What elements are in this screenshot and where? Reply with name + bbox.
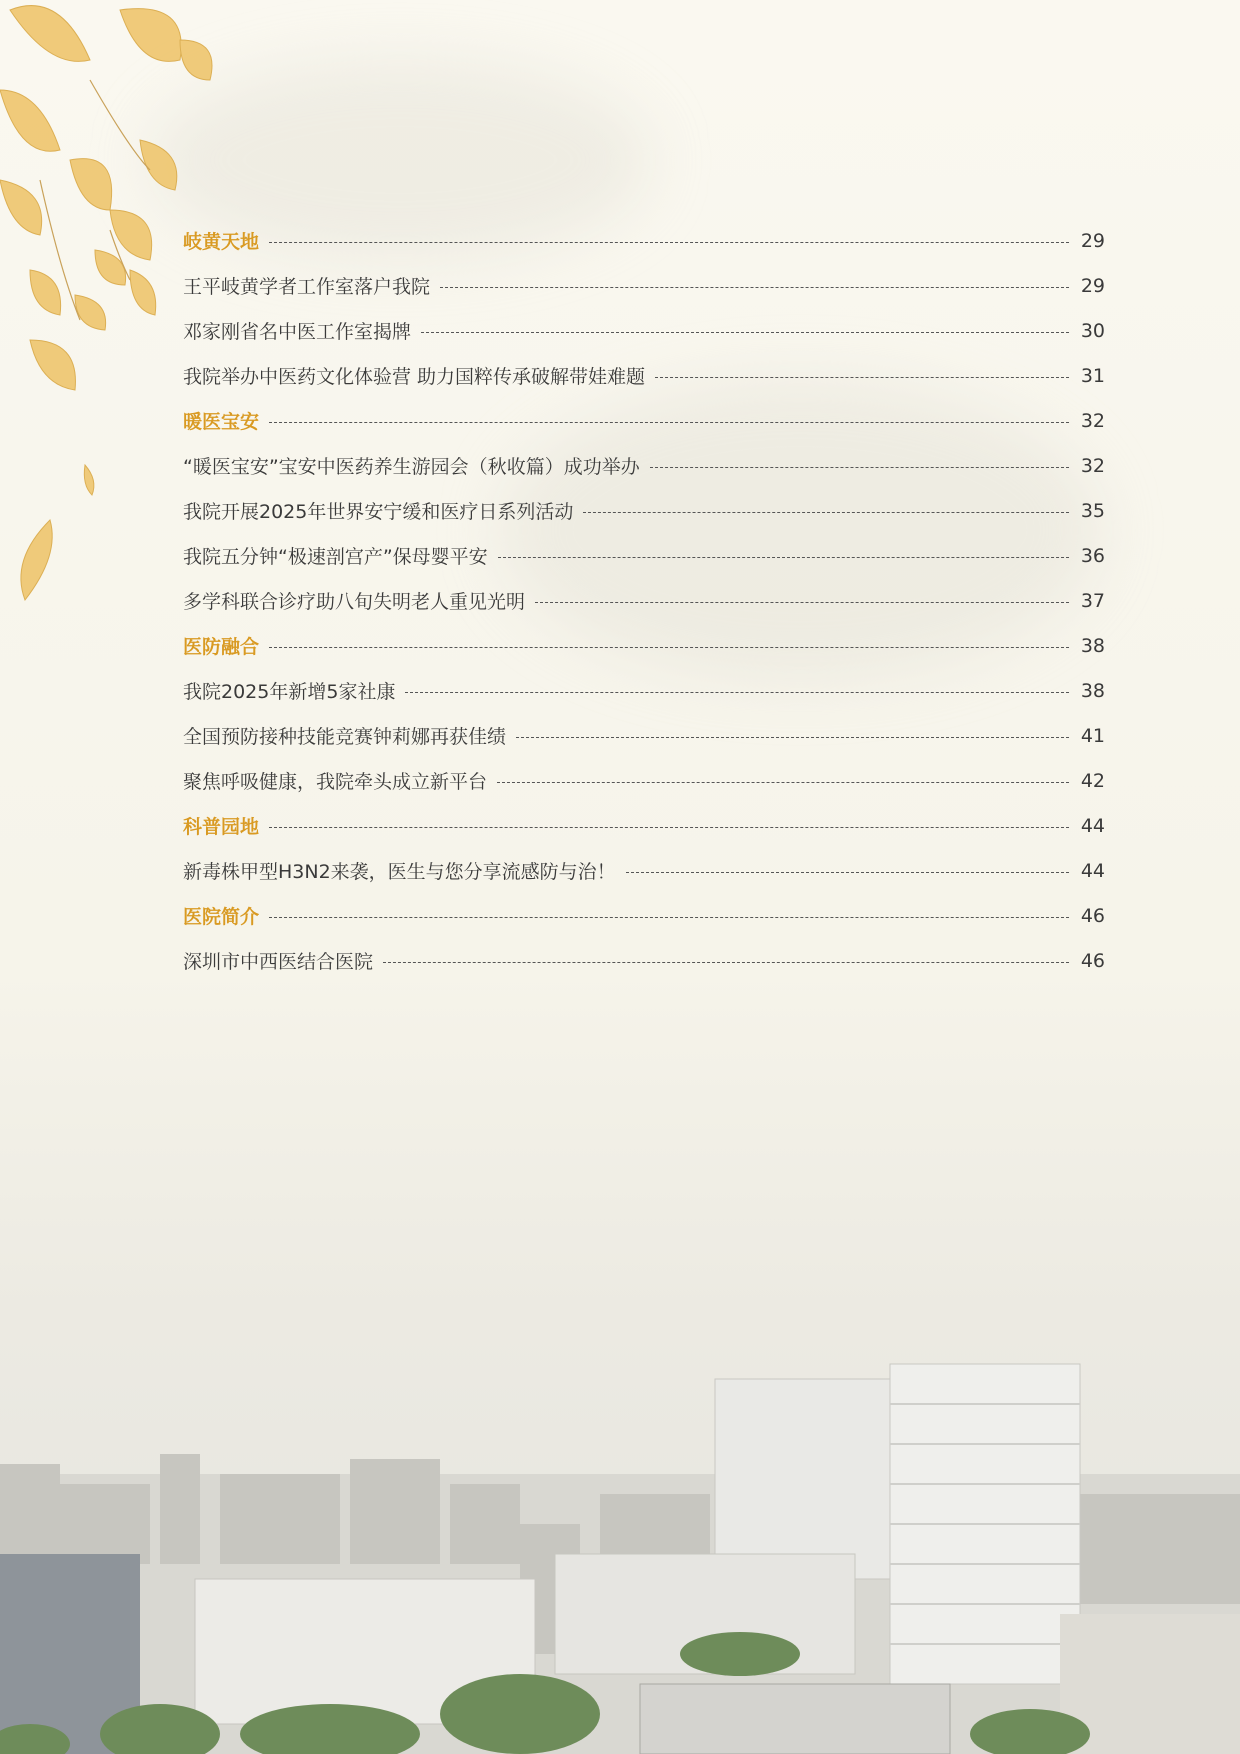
toc-entry[interactable] [183,758,1105,803]
toc-title: 王平岐黄学者工作室落户我院 [183,276,431,298]
toc-page-number: 31 [1080,364,1105,387]
dot-leader [583,512,1069,513]
toc-page-number: 44 [1080,814,1105,837]
toc-title: “暖医宝安”宝安中医药养生游园会（秋收篇）成功举办 [183,456,640,478]
toc-section-heading[interactable] [183,398,1105,443]
toc-page-number: 29 [1080,274,1105,297]
toc-page-number: 35 [1080,499,1105,522]
dot-leader [497,782,1069,783]
dot-leader [650,467,1069,468]
toc-entry[interactable] [183,938,1105,983]
table-of-contents [183,218,1105,983]
toc-page-number: 29 [1080,229,1105,252]
toc-title: 医防融合 [183,636,260,658]
toc-entry[interactable] [183,488,1105,533]
toc-entry[interactable] [183,848,1105,893]
toc-entry[interactable] [183,578,1105,623]
toc-title: 新毒株甲型H3N2来袭，医生与您分享流感防与治！ [183,861,616,883]
toc-title: 医院简介 [183,906,260,928]
dot-leader [269,917,1069,918]
toc-title: 我院2025年新增5家社康 [183,681,396,703]
toc-title: 多学科联合诊疗助八旬失明老人重见光明 [183,591,526,613]
toc-page-number: 38 [1080,634,1105,657]
toc-page-number: 37 [1080,589,1105,612]
toc-section-heading[interactable] [183,893,1105,938]
toc-entry[interactable] [183,533,1105,578]
toc-title: 岐黄天地 [183,231,260,253]
toc-title: 暖医宝安 [183,411,260,433]
toc-page-number: 46 [1080,904,1105,927]
hospital-cityscape-photo [0,1234,1240,1754]
toc-title: 我院开展2025年世界安宁缓和医疗日系列活动 [183,501,574,523]
toc-title: 聚焦呼吸健康，我院牵头成立新平台 [183,771,488,793]
dot-leader [383,962,1069,963]
dot-leader [269,242,1069,243]
toc-page-number: 32 [1080,454,1105,477]
toc-page-number: 46 [1080,949,1105,972]
toc-section-heading[interactable] [183,218,1105,263]
toc-entry[interactable] [183,353,1105,398]
toc-page-number: 42 [1080,769,1105,792]
toc-page-number: 36 [1080,544,1105,567]
dot-leader [440,287,1069,288]
dot-leader [269,422,1069,423]
dot-leader [498,557,1069,558]
toc-entry[interactable] [183,713,1105,758]
toc-entry[interactable] [183,443,1105,488]
toc-page-number: 41 [1080,724,1105,747]
toc-page-number: 30 [1080,319,1105,342]
toc-section-heading[interactable] [183,623,1105,668]
toc-page-number: 32 [1080,409,1105,432]
dot-leader [516,737,1069,738]
toc-title: 深圳市中西医结合医院 [183,951,374,973]
dot-leader [405,692,1069,693]
toc-page-number: 44 [1080,859,1105,882]
toc-entry[interactable] [183,263,1105,308]
toc-title: 科普园地 [183,816,260,838]
dot-leader [269,647,1069,648]
toc-title: 全国预防接种技能竞赛钟莉娜再获佳绩 [183,726,507,748]
toc-title: 邓家刚省名中医工作室揭牌 [183,321,412,343]
toc-entry[interactable] [183,668,1105,713]
dot-leader [626,872,1069,873]
toc-entry[interactable] [183,308,1105,353]
dot-leader [421,332,1069,333]
dot-leader [655,377,1069,378]
dot-leader [535,602,1069,603]
toc-section-heading[interactable] [183,803,1105,848]
toc-title: 我院五分钟“极速剖宫产”保母婴平安 [183,546,488,568]
toc-title: 我院举办中医药文化体验营 助力国粹传承破解带娃难题 [183,366,646,388]
dot-leader [269,827,1069,828]
toc-page-number: 38 [1080,679,1105,702]
